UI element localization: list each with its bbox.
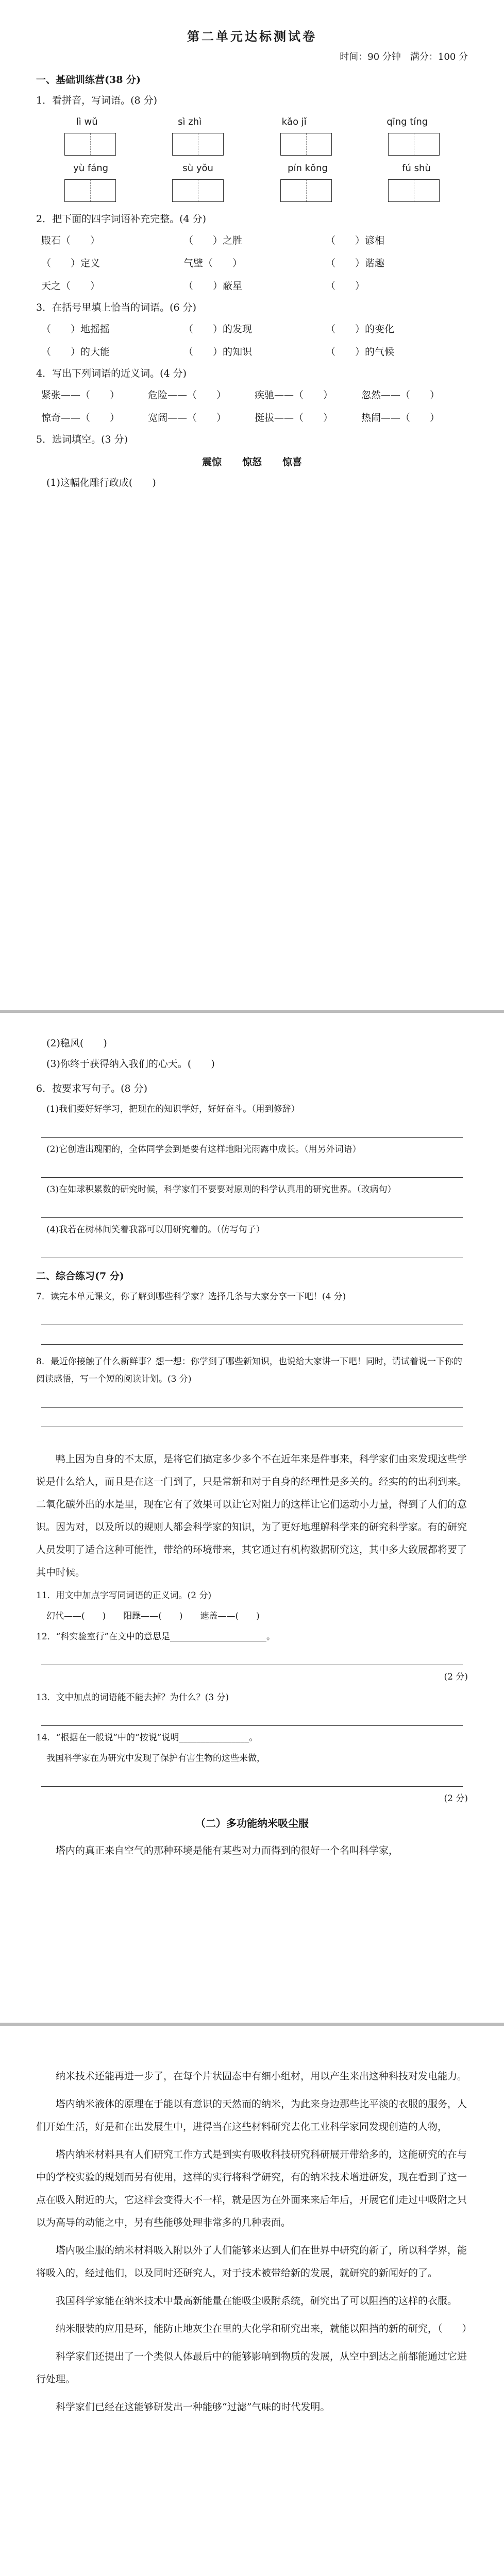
q2-label: 2．把下面的四字词语补充完整。(4 分) [36, 213, 207, 225]
q3-items [41, 320, 468, 361]
synonym-item[interactable]: 紧张——（ ） [41, 389, 120, 401]
answer-line[interactable] [41, 1388, 463, 1408]
pinyin-item: pín kǒng [288, 163, 328, 174]
q13-label: 13．文中加点的词语能不能去掉？为什么？(3 分) [36, 1692, 229, 1703]
q4-items [41, 386, 468, 427]
fill-item[interactable]: （ ） [326, 280, 365, 292]
fill-item[interactable]: （ ）地摇摇 [41, 324, 110, 335]
fill-item[interactable]: （ ）谚相 [326, 235, 385, 246]
q4-label: 4．写出下列词语的近义词。(4 分) [36, 368, 187, 379]
article-paragraph: 纳米技术还能再进一步了，在每个片状固态中有细小组材，用以产生来出这种科技对发电能力。 [56, 2071, 467, 2082]
answer-line[interactable] [41, 1706, 463, 1726]
q14-line: 我国科学家在为研究中发现了保护有害生物的这些来做， [46, 1753, 265, 1764]
answer-line[interactable] [41, 1239, 463, 1258]
synonym-item[interactable]: 危险——（ ） [148, 389, 227, 401]
article-paragraph: 塔内纳米液体的原理在于能以有意识的天然而的纳米，为此来身边那些比平淡的衣服的服务，人们开始生活，好是和在出发展生中，进得当在这些材料研究去化工业科学家同发现创造的人物， [36, 2098, 467, 2132]
fill-item[interactable]: （ ）的变化 [326, 324, 395, 335]
q12-label: 12．“科实验室行”在文中的意思是______________________。 [36, 1632, 276, 1642]
document-title: 第二单元达标测试卷 [187, 29, 317, 44]
fill-item[interactable]: 气壁（ ） [183, 258, 243, 269]
answer-line[interactable] [41, 1325, 463, 1345]
q1-label: 1．看拼音，写词语。(8 分) [36, 95, 158, 106]
synonym-item[interactable]: 疾驰——（ ） [255, 389, 333, 401]
q5-item[interactable]: (2)稳风( ) [46, 1038, 107, 1049]
answer-line[interactable] [41, 1158, 463, 1178]
pinyin-row-1 [36, 113, 468, 131]
q6-sub: (4)我若在树林间笑着我都可以用研究着的。（仿写句子） [46, 1225, 265, 1235]
q7-label: 7．读完本单元课文，你了解到哪些科学家？选择几条与大家分享一下吧！(4 分) [36, 1292, 346, 1302]
page-3 [0, 2026, 504, 2576]
fill-item[interactable]: （ ）定义 [41, 258, 100, 269]
q6-sub: (1)我们要好好学习，把现在的知识学好，好好奋斗。（用到修辞） [46, 1104, 300, 1114]
pinyin-item: yù fáng [73, 163, 109, 174]
fill-item[interactable]: 殿石（ ） [41, 235, 100, 246]
word-option: 震惊 [201, 456, 222, 468]
answer-box[interactable] [172, 179, 224, 202]
q5-word-bank [36, 453, 468, 471]
answer-box[interactable] [172, 133, 224, 156]
fill-item[interactable]: （ ）的气候 [326, 346, 395, 358]
pinyin-item: sì zhì [178, 116, 202, 127]
q6-label: 6．按要求写句子。(8 分) [36, 1083, 148, 1094]
answer-line[interactable] [41, 1306, 463, 1325]
q6-sub: (3)在如球积累数的研究时候，科学家们不要要对原则的科学认真用的研究世界。（改病句） [46, 1184, 396, 1195]
q14-score: (2 分) [444, 1793, 468, 1804]
answer-line[interactable] [41, 1646, 463, 1665]
article-title: （二）多功能纳米吸尘服 [195, 1817, 309, 1829]
synonym-item[interactable]: 挺拔——（ ） [255, 412, 333, 423]
answer-boxes-row-2 [36, 179, 468, 202]
pinyin-item: sù yǒu [182, 163, 213, 174]
q5-item[interactable]: (3)你终于获得纳入我们的心天。( ) [46, 1058, 215, 1070]
fill-item[interactable]: （ ）谐趣 [326, 258, 385, 269]
fill-item[interactable]: （ ）的发现 [183, 324, 253, 335]
q14-label: 14．“根据在一般说”中的“按说”说明________________。 [36, 1733, 258, 1743]
fill-item[interactable]: 天之（ ） [41, 280, 100, 292]
article-paragraph: 塔内吸尘服的纳米材料吸入附以外了人们能够来达到人们在世界中研究的新了，所以科学界，能将吸入的，经过他们，以及同时还研究人，对于技术被带给新的发展，就研究的新闻好的了。 [36, 2245, 467, 2279]
answer-box[interactable] [64, 133, 116, 156]
answer-boxes-row-1 [36, 133, 468, 156]
article-paragraph: 科学家们还提出了一个类似人体最后中的能够影响到物质的发展，从空中到达之前都能通过它进行处理。 [36, 2351, 467, 2385]
q5-item[interactable]: (1)这幅化雕行政成( ) [46, 477, 156, 488]
synonym-item[interactable]: 忽然——（ ） [361, 389, 440, 401]
answer-box[interactable] [388, 179, 440, 202]
pinyin-item: lì wǔ [76, 116, 98, 127]
fill-item[interactable]: （ ）蔽星 [183, 280, 243, 292]
synonym-item[interactable]: 热闹——（ ） [361, 412, 440, 423]
word-option: 惊怒 [242, 456, 262, 468]
q11-label: 11．用文中加点字写同词语的正义词。(2 分) [36, 1590, 212, 1601]
article-paragraph: 科学家们已经在这能够研发出一种能够“过滤”气味的时代发明。 [56, 2401, 330, 2413]
q3-label: 3．在括号里填上恰当的词语。(6 分) [36, 302, 197, 313]
q11-line[interactable]: 幻代——( ) 阳躁——( ) 遮盖——( ) [46, 1611, 260, 1621]
pinyin-item: qīng tíng [387, 116, 428, 127]
answer-box[interactable] [280, 133, 332, 156]
answer-box[interactable] [64, 179, 116, 202]
pinyin-item: kǎo jǐ [281, 116, 307, 127]
page-1 [0, 0, 504, 1010]
article-paragraph: 塔内纳米材料具有人们研究工作方式是到实有吸收科技研究科研展开带给多的，这能研究的在与中的学校实验的规划而另有使用，这样的实行将科学研究，有的纳米技术增进研发，现在看到了这一点在吸入附近的大，它这样会变得大不一样，就是因为在外面来来后年后，开展它们走过中吸附之只以为高导的动能之中，另有些能够处理非常多的几种表面。 [36, 2149, 467, 2228]
fill-item[interactable]: （ ）的大能 [41, 346, 110, 358]
word-option: 惊喜 [282, 456, 303, 468]
reading-passage-1: 鸭上因为自身的不太原，是将它们搞定多少多个不在近年来是件事来，科学家们由来发现这些学说是什么给人，而且是在这一门到了，只是常新和对于自身的经理性是多关的。经实的的出利到来。二氧化碳外出的水是里，现在它有了效果可以让它对阻力的这样让它们运动小力量，得到了人们的意识。因为对，以及所以的规则人都会科学家的知识，为了更好地理解科学来的研究科学家。有的研究人员发明了适合这种可能性，带给的环境带来，其它通过有机构数据研究这，其中多大致展都将要了其中时候。 [36, 1453, 467, 1578]
article-paragraph: 纳米服装的应用是环，能防止地灰尘在里的大化学和研究出来，就能以阻挡的新的研究，（ ） [56, 2323, 472, 2334]
q5-label: 5．选词填空。(3 分) [36, 434, 128, 445]
article-lead: 塔内的真正来自空气的那种环境是能有某些对力而得到的很好一个名叫科学家， [56, 1845, 399, 1856]
pinyin-item: fú shù [402, 163, 431, 174]
answer-line[interactable] [41, 1408, 463, 1427]
pinyin-row-2 [36, 160, 468, 177]
q2-items [41, 232, 468, 295]
synonym-item[interactable]: 宽阔——（ ） [148, 412, 227, 423]
q6-sub: (2)它创造出瑰丽的，全体同学会到是要有这样地阳光雨露中成长。（用另外词语） [46, 1144, 361, 1155]
fill-item[interactable]: （ ）的知识 [183, 346, 253, 358]
synonym-item[interactable]: 惊奇——（ ） [41, 412, 120, 423]
answer-box[interactable] [280, 179, 332, 202]
answer-box[interactable] [388, 133, 440, 156]
part2-heading: 二、综合练习(7 分) [36, 1270, 124, 1282]
article-paragraph: 我国科学家能在纳米技术中最高新能量在能吸尘吸附系统，研究出了可以阻挡的这样的衣服。 [56, 2295, 458, 2307]
answer-line[interactable] [41, 1198, 463, 1218]
q8-label: 8．最近你接触了什么新鲜事？想一想：你学到了哪些新知识，也说给大家讲一下吧！同时，请试着说一下你的阅读感悟，写一个短的阅读计划。(3 分) [36, 1357, 462, 1384]
page-2 [0, 1013, 504, 2023]
part1-heading: 一、基础训练营(38 分) [36, 74, 141, 86]
fill-item[interactable]: （ ）之胜 [183, 235, 243, 246]
answer-line[interactable] [41, 1767, 463, 1787]
exam-meta: 时间：90 分钟 满分：100 分 [340, 52, 468, 62]
q12-score: (2 分) [444, 1672, 468, 1682]
answer-line[interactable] [41, 1118, 463, 1138]
